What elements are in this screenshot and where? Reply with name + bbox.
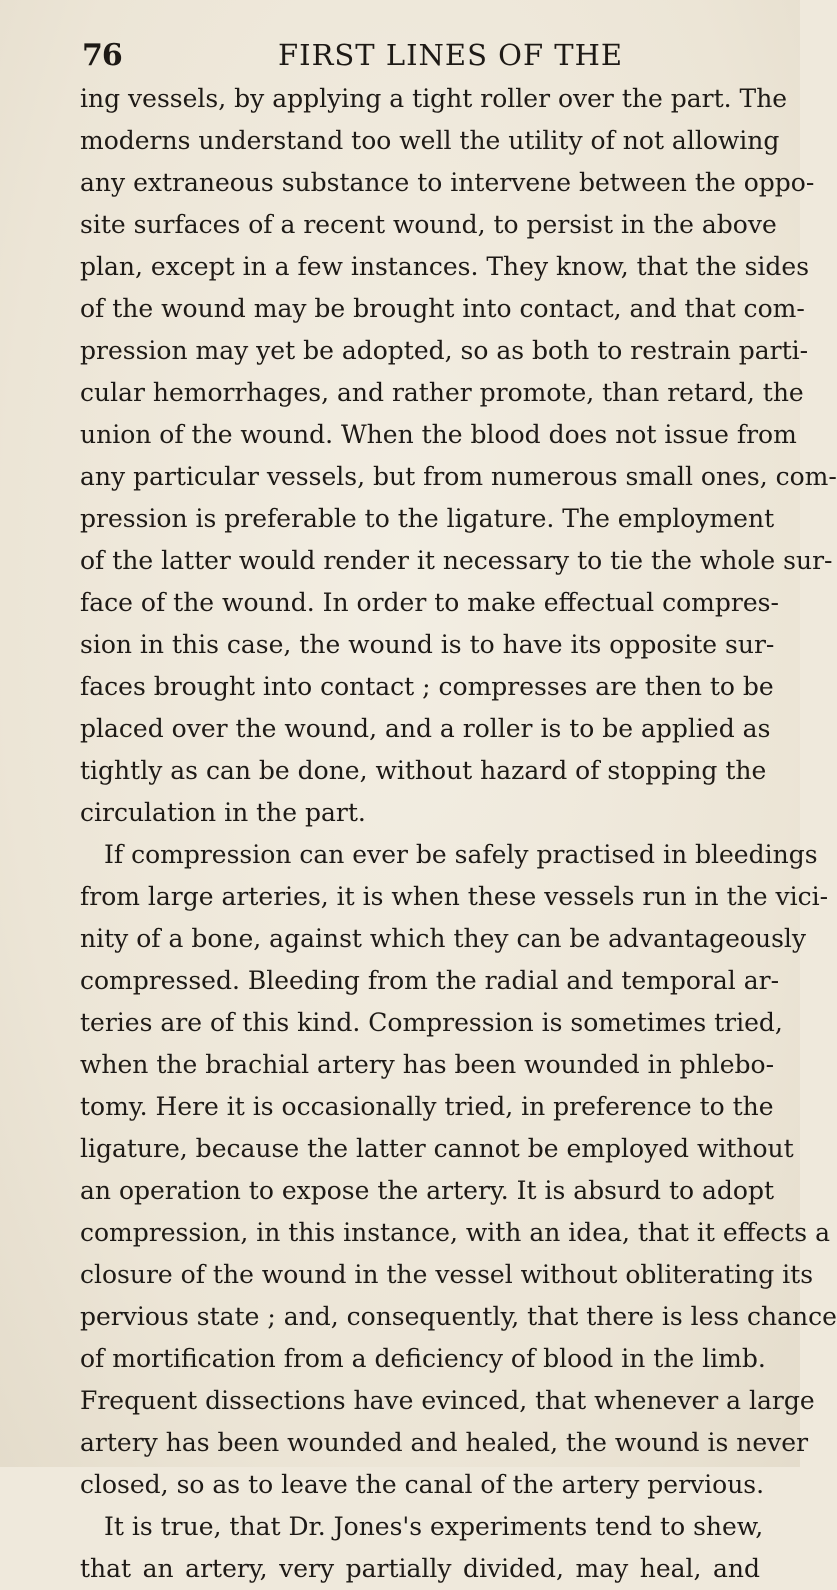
text-line: that an artery, very partially divided, may heal, and: [80, 1554, 760, 1583]
text-line: compression, in this instance, with an idea, that it effects a: [80, 1218, 830, 1247]
text-line: artery has been wounded and healed, the wound is never: [80, 1428, 809, 1457]
text-line: plan, except in a few instances. They know, that the sides: [80, 252, 810, 281]
text-line: site surfaces of a recent wound, to persist in the above: [80, 210, 777, 239]
text-line: teries are of this kind. Compression is sometimes tried,: [80, 1008, 783, 1037]
text-line: union of the wound. When the blood does not issue from: [80, 420, 797, 449]
text-line: pression may yet be adopted, so as both to restrain parti-: [80, 336, 809, 365]
text-line: closure of the wound in the vessel without obliterating its: [80, 1260, 814, 1289]
text-line: face of the wound. In order to make effectual compres-: [80, 588, 779, 617]
running-title: FIRST LINES OF THE: [278, 38, 624, 72]
text-line: cular hemorrhages, and rather promote, than retard, the: [80, 378, 804, 407]
text-line: pression is preferable to the ligature. The employment: [80, 504, 775, 533]
page-header: [58, 30, 748, 80]
text-line: faces brought into contact ; compresses are then to be: [80, 672, 774, 701]
text-line: If compression can ever be safely practised in bleedings: [104, 840, 818, 869]
text-line: any extraneous substance to intervene between the oppo-: [80, 168, 815, 197]
body-text: [80, 78, 837, 1590]
text-line: closed, so as to leave the canal of the artery pervious.: [80, 1470, 765, 1499]
page-number: 76: [82, 38, 122, 73]
text-line: tomy. Here it is occasionally tried, in preference to the: [80, 1092, 774, 1121]
text-line: moderns understand too well the utility of not allowing: [80, 126, 780, 155]
text-line: an operation to expose the artery. It is absurd to adopt: [80, 1176, 775, 1205]
text-line: nity of a bone, against which they can be advantageously: [80, 924, 807, 953]
text-line: It is true, that Dr. Jones's experiments tend to shew,: [104, 1512, 764, 1541]
text-line: tightly as can be done, without hazard of stopping the: [80, 756, 767, 785]
text-line: Frequent dissections have evinced, that whenever a large: [80, 1386, 815, 1415]
text-line: sion in this case, the wound is to have its opposite sur-: [80, 630, 775, 659]
text-line: ligature, because the latter cannot be employed without: [80, 1134, 794, 1163]
text-line: any particular vessels, but from numerous small ones, com-: [80, 462, 837, 491]
text-line: circulation in the part.: [80, 798, 366, 827]
text-line: compressed. Bleeding from the radial and temporal ar-: [80, 966, 780, 995]
text-line: pervious state ; and, consequently, that there is less chance: [80, 1302, 837, 1331]
text-line: placed over the wound, and a roller is to be applied as: [80, 714, 771, 743]
text-line: of the wound may be brought into contact, and that com-: [80, 294, 805, 323]
text-line: of the latter would render it necessary to tie the whole sur-: [80, 546, 833, 575]
text-line: when the brachial artery has been wounded in phlebo-: [80, 1050, 775, 1079]
text-line: from large arteries, it is when these vessels run in the vici-: [80, 882, 829, 911]
text-line: of mortification from a deficiency of blood in the limb.: [80, 1344, 766, 1373]
text-line: ing vessels, by applying a tight roller over the part. The: [80, 84, 788, 113]
